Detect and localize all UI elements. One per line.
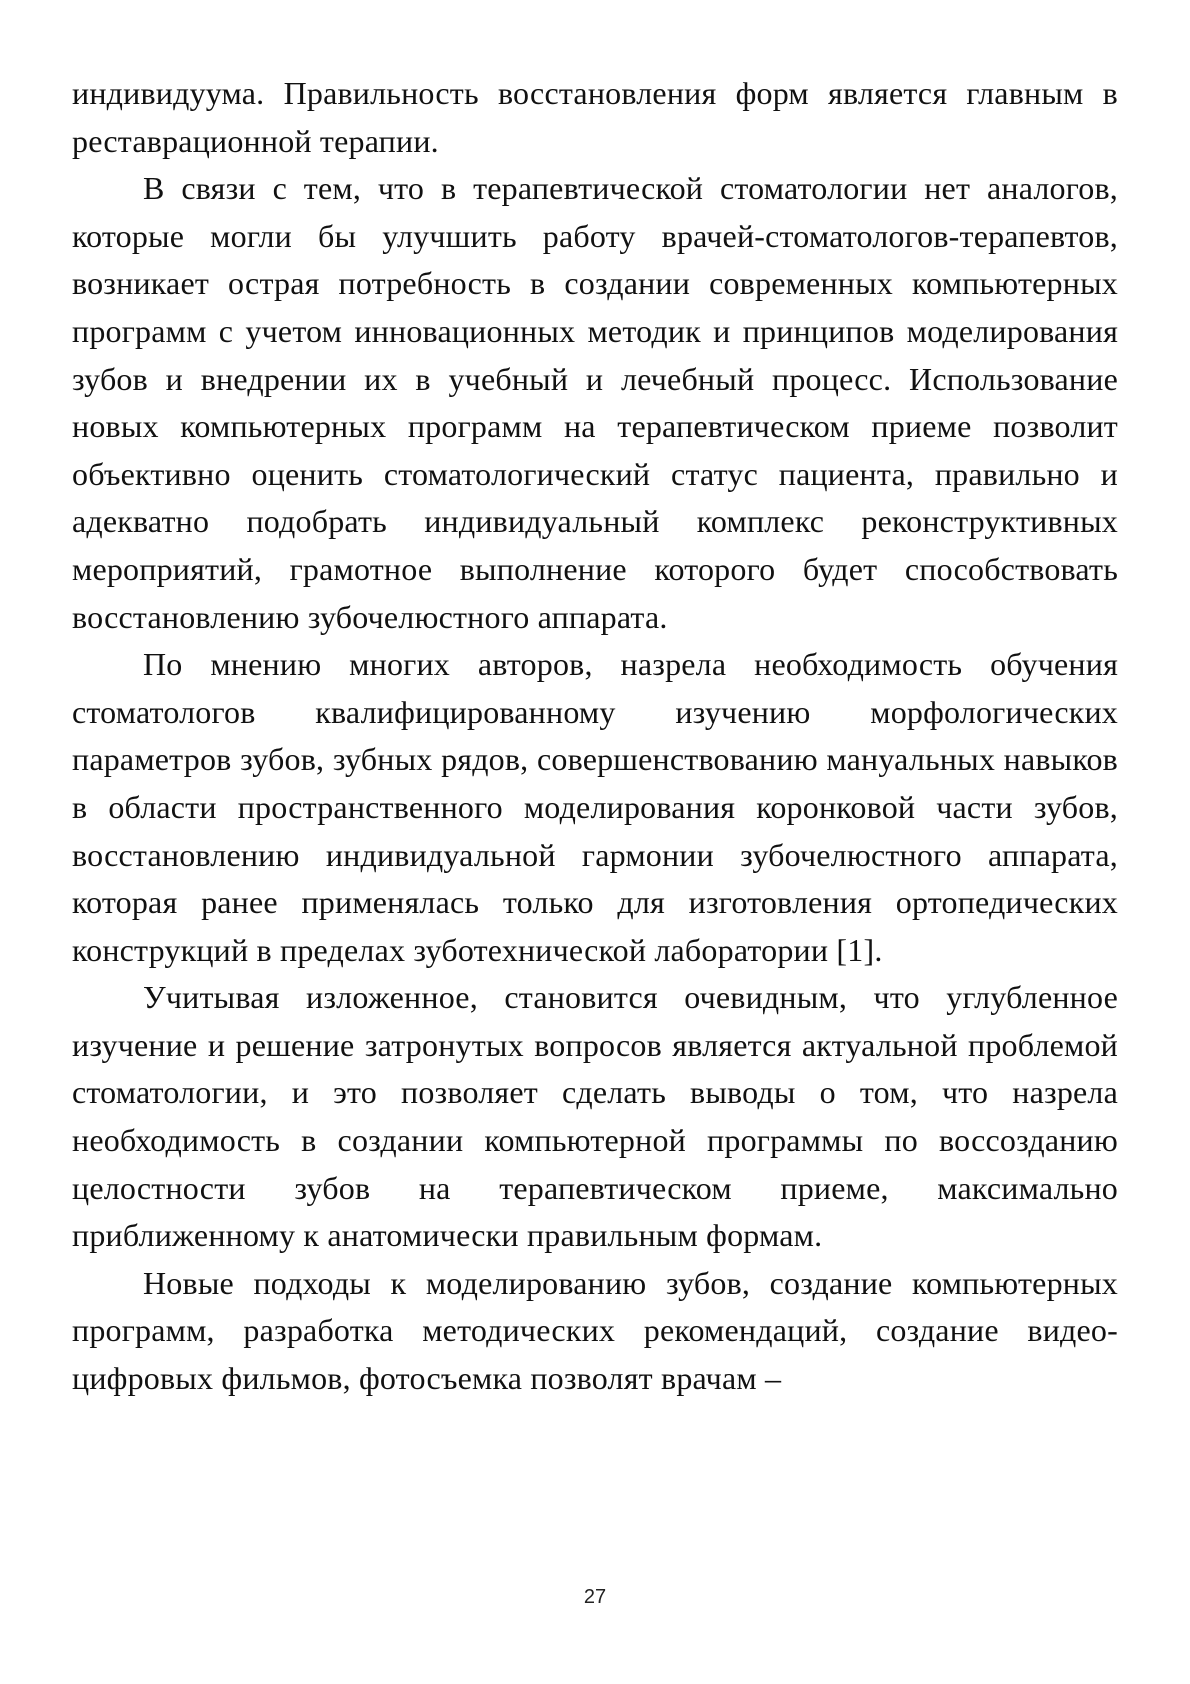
document-body (72, 70, 1118, 1403)
paragraph: Новые подходы к моделированию зубов, создание компьютерных программ, разработка методических рекомендаций, создание видео- цифровых фильмов, фотосъемка позволят врачам – (72, 1264, 1118, 1397)
paragraph: Учитывая изложенное, становится очевидным, что углубленное изучение и решение затронутых вопросов является актуальной проблемой стоматологии, и это позволяет сделать выводы о том, что назрела необходимость в создании компьютерной программы по воссозданию целостности зубов на терапевтическом приеме, максимально приближенному к анатомически правильным формам. (72, 979, 1118, 1254)
paragraph: В связи с тем, что в терапевтической стоматологии нет аналогов, которые могли бы улучшить работу врачей-стоматологов-терапевтов, возникает острая потребность в создании современных компьютерных программ с учетом инновационных методик и принципов моделирования зубов и внедрении их в учебный и лечебный процесс. Использование новых компьютерных программ на терапевтическом приеме позволит объективно оценить стоматологический статус пациента, правильно и адекватно подобрать индивидуальный комплекс реконструктивных мероприятий, грамотное выполнение которого будет способствовать восстановлению зубочелюстного аппарата. (72, 170, 1118, 635)
page-number: 27 (583, 1586, 607, 1608)
paragraph-continuation: индивидуума. Правильность восстановления форм является главным в реставрационной терапии. (72, 75, 1118, 159)
paragraph: По мнению многих авторов, назрела необходимость обучения стоматологов квалифицированному изучению морфологических параметров зубов, зубных рядов, совершенствованию мануальных навыков в области пространственного моделирования коронковой части зубов, восстановлению индивидуальной гармонии зубочелюстного аппарата, которая ранее применялась только для изготовления ортопедических конструкций в пределах зуботехнической лаборатории [1]. (72, 646, 1118, 968)
